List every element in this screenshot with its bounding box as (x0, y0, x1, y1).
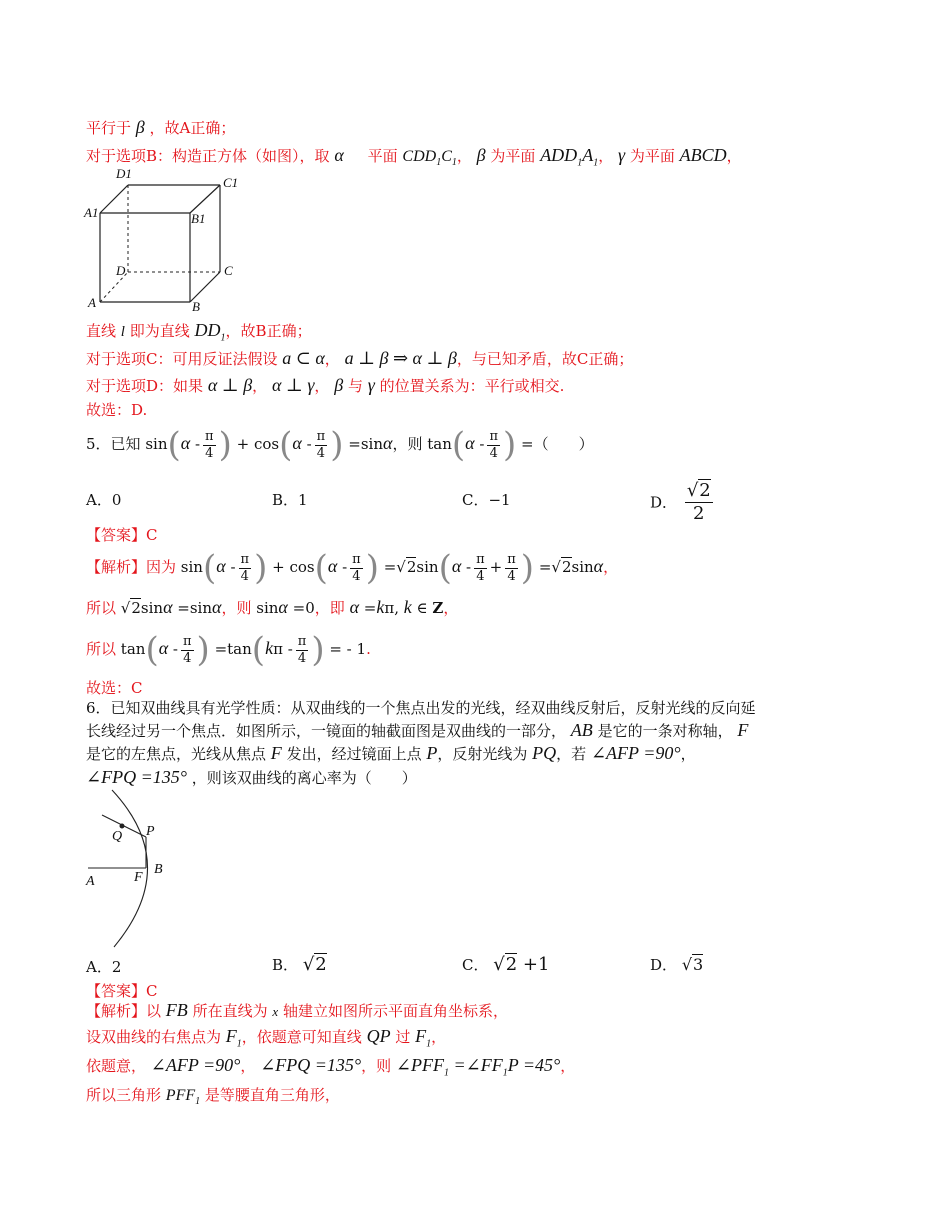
q6-stem-1: 6．已知双曲线具有光学性质：从双曲线的一个焦点出发的光线，经双曲线反射后，反射光线的反向延 (86, 699, 756, 717)
fig-label-a: A (86, 874, 95, 889)
q6-stem-4: ∠FPQ =135° ，则该双曲线的离心率为（ ） (86, 767, 417, 787)
cube-label-b: B (192, 299, 200, 314)
q5-option-b: B．1 (272, 491, 308, 509)
q5-answer: 【答案】C (86, 526, 158, 544)
q5-final: 故选：C (86, 679, 143, 697)
fig-label-p: P (146, 824, 155, 839)
q5-option-c: C．−1 (462, 491, 511, 509)
q6-option-a: A．2 (86, 958, 122, 976)
q6-explanation-1: 【解析】以 FB 所在直线为 x 轴建立如图所示平面直角坐标系， (86, 1000, 508, 1020)
q5-explanation-2: 所以 √2sinα =sinα，则 sinα =0，即 α =kπ, k ∈ Z， (86, 597, 459, 617)
fig-label-q: Q (112, 829, 123, 844)
q6-stem-3: 是它的左焦点，光线从焦点 F 发出，经过镜面上点 P，反射光线为 PQ，若 ∠AFP =90°， (86, 743, 696, 763)
q6-explanation-4: 所以三角形 $PFF_1$ 是等腰直角三角形， (86, 1086, 340, 1108)
cube-label-a: A (88, 295, 96, 310)
cube-label-d: D (116, 263, 126, 278)
cube-label-c: C (224, 263, 233, 278)
q5-explanation-3: 所以 tan(α - $\frac{\pi}{4}$ ) =tan(kπ - $\frac{\pi}{4}$ ) = - 1. (86, 630, 371, 670)
fig-label-f: F (134, 870, 143, 885)
text-line: 平行于 β ，故A正确； (86, 117, 236, 137)
q6-option-c: C． √2 +1 (462, 954, 550, 975)
cube-label-c1: C1 (223, 175, 239, 190)
text-line: 对于选项C：可用反证法假设 a ⊂ α， a ⊥ β ⇒ α ⊥ β，与已知矛盾，故C正确； (86, 348, 634, 368)
text-line: 对于选项D：如果 α ⊥ β， α ⊥ γ， β 与 γ 的位置关系为：平行或相交. (86, 375, 565, 395)
text-line: 故选：D. (86, 401, 148, 419)
text-line: 对于选项B：构造正方体（如图），取 α 平面 $CDD_1C_1$， β 为平面 $ADD_1A_1$， γ 为平面 ABCD， (86, 145, 742, 169)
q6-stem-2: 长线经过另一个焦点．如图所示，一镜面的轴截面图是双曲线的一部分， AB 是它的一条对称轴， F (86, 720, 749, 740)
q6-option-d: D． √3 (650, 955, 704, 974)
text-line: 直线 l 即为直线 $DD_1$，故B正确； (86, 320, 312, 344)
q6-explanation-2: 设双曲线的右焦点为 $F_1$，依题意可知直线 QP 过 $F_1$， (86, 1026, 447, 1050)
hyperbola-figure (80, 785, 190, 955)
cube-figure (80, 165, 250, 315)
q6-answer: 【答案】C (86, 982, 158, 1000)
q5-option-d: D． $\frac{√2}{2}$ (650, 480, 711, 524)
cube-label-b1: B1 (191, 211, 206, 226)
q5-explanation-1: 【解析】因为 sin(α - $\frac{\pi}{4}$ ) + cos(α - $\frac{\pi}{4}$ ) =√2sin(α - $\frac{\pi}{4}$ + $\frac{\pi}{4}$ ) =√2sinα， (86, 548, 619, 588)
q6-option-b: B． √2 (272, 954, 327, 975)
q6-explanation-3: 依题意， ∠AFP =90°， ∠FPQ =135°，则 $\angle PFF_1$ $=\angle FF_1P =45^\circ$， (86, 1055, 576, 1079)
cube-label-a1: A1 (84, 205, 99, 220)
q5-stem: 5．已知 sin(α - $\frac{\pi}{4}$ ) + cos(α - $\frac{\pi}{4}$ ) =sinα，则 tan(α - $\frac{\pi}{4}$ ) =（ ） (86, 425, 594, 465)
cube-label-d1: D1 (116, 166, 132, 181)
q5-option-a: A．0 (86, 491, 122, 509)
fig-label-b: B (154, 862, 163, 877)
